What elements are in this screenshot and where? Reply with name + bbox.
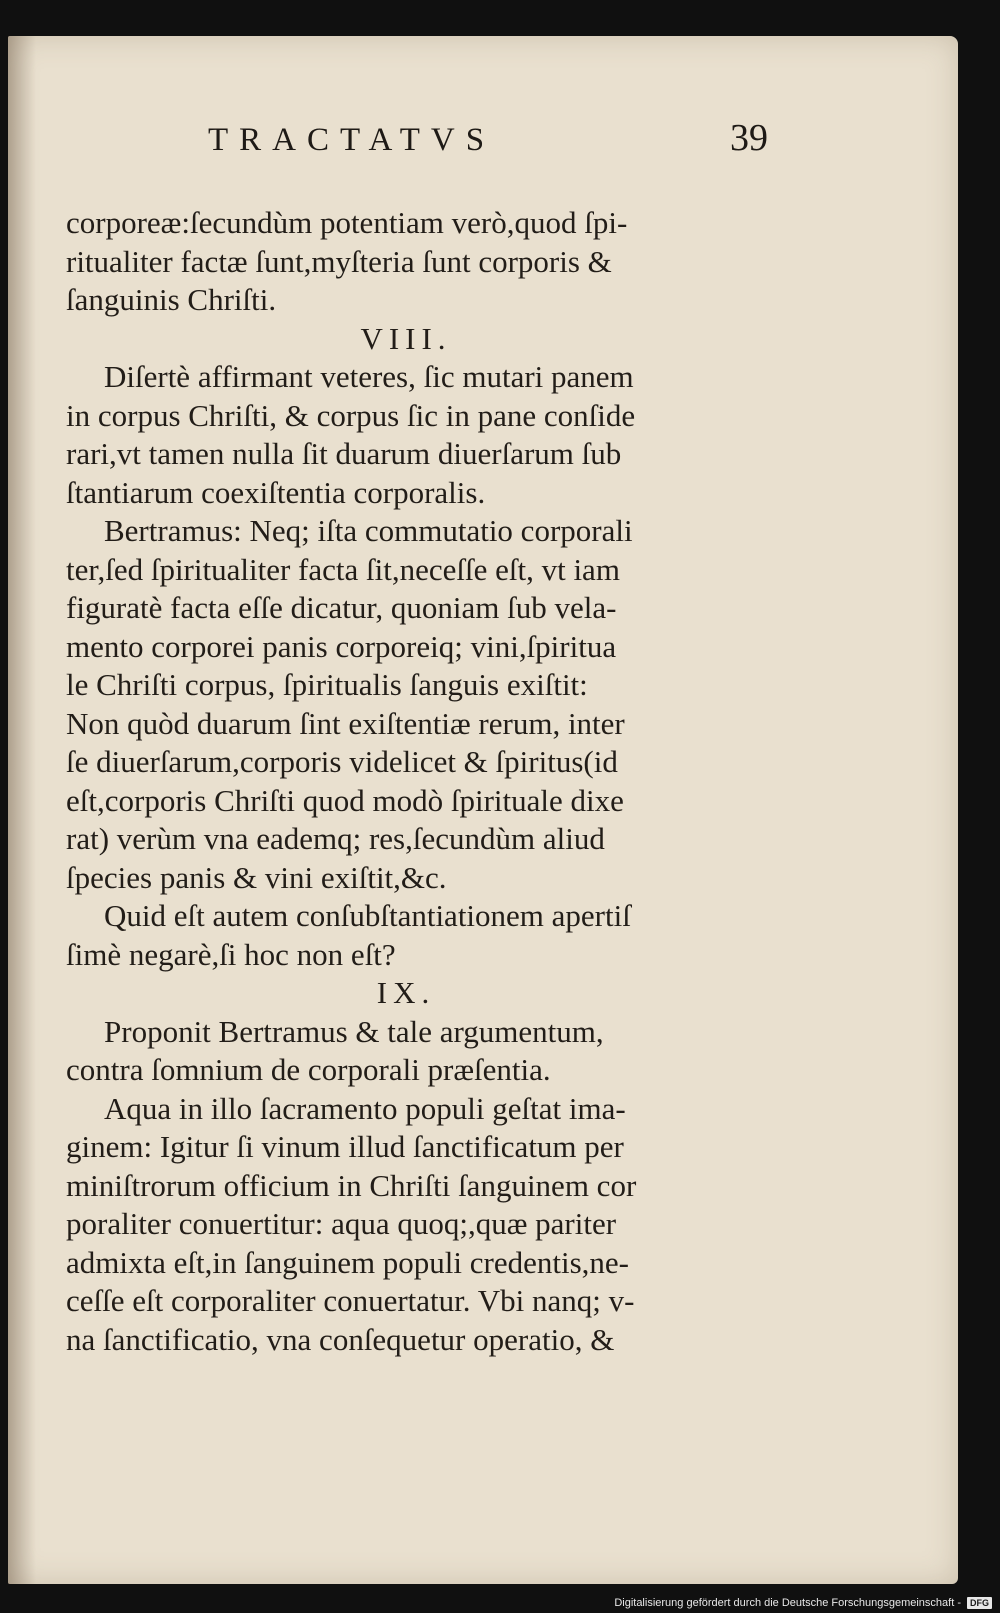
text-line: Bertramus: Neq; iſta commutatio corporali	[104, 513, 633, 548]
page-header	[208, 117, 768, 172]
book-page	[8, 36, 958, 1584]
text-line: admixta eſt,in ſanguinem populi credentis,ne-	[66, 1244, 630, 1280]
text-line: contra ſomnium de corporali præſentia.	[66, 1052, 551, 1087]
text-line: rari,vt tamen nulla ſit duarum diuerſarum ſub	[66, 436, 622, 471]
text-line: ſtantiarum coexiſtentia corporalis.	[66, 474, 486, 510]
text-line: le Chriſti corpus, ſpiritualis ſanguis exiſtit:	[66, 667, 588, 702]
section-number: IX.	[376, 975, 436, 1010]
text-line: ſpecies panis & vini exiſtit,&c.	[66, 859, 447, 895]
text-line: ritualiter factæ ſunt,myſteria ſunt corporis &	[66, 243, 612, 279]
digitization-credit	[614, 1597, 992, 1609]
text-line: Aqua in illo ſacramento populi geſtat ima-	[104, 1090, 626, 1126]
text-line: ſimè negarè,ſi hoc non eſt?	[66, 936, 396, 972]
text-line: corporeæ:ſecundùm potentiam verò,quod ſpi-	[66, 205, 628, 240]
text-line: Diſertè affirmant veteres, ſic mutari panem	[104, 359, 634, 394]
text-line: Quid eſt autem conſubſtantiationem apertiſ	[104, 898, 631, 933]
credit-text: Digitalisierung gefördert durch die Deutsche Forschungsgemeinschaft -	[614, 1597, 961, 1609]
text-line: eſt,corporis Chriſti quod modò ſpirituale dixe	[66, 782, 624, 818]
text-line: na ſanctificatio, vna conſequetur operatio, &	[66, 1321, 615, 1357]
text-line: poraliter conuertitur: aqua quoq;,quæ pariter	[66, 1206, 617, 1241]
text-line: miniſtrorum officium in Chriſti ſanguinem cor	[66, 1167, 637, 1203]
text-line: ginem: Igitur ſi vinum illud ſanctificatum per	[66, 1129, 624, 1164]
text-line: ſe diuerſarum,corporis videlicet & ſpiritus(id	[66, 744, 618, 779]
dfg-logo: DFG	[967, 1597, 992, 1609]
text-line: ſanguinis Chriſti.	[66, 282, 277, 317]
text-line: in corpus Chriſti, & corpus ſic in pane conſide	[66, 397, 636, 433]
text-line: Non quòd duarum ſint exiſtentiæ rerum, inter	[66, 705, 625, 741]
text-line: figuratè facta eſſe dicatur, quoniam ſub vela-	[66, 590, 617, 625]
text-block	[66, 204, 746, 1359]
text-line: ceſſe eſt corporaliter conuertatur. Vbi nanq; v-	[66, 1283, 635, 1318]
text-line: ter,ſed ſpiritualiter facta ſit,neceſſe eſt, vt iam	[66, 551, 620, 587]
running-title: TRACTATVS	[208, 122, 496, 158]
text-line: Proponit Bertramus & tale argumentum,	[104, 1013, 604, 1049]
section-number: VIII.	[360, 320, 452, 356]
text-line: rat) verùm vna eademq; res,ſecundùm aliud	[66, 821, 605, 856]
page-number: 39	[730, 117, 768, 159]
text-line: mento corporei panis corporeiq; vini,ſpiritua	[66, 628, 617, 664]
spine-shadow	[8, 36, 36, 1584]
